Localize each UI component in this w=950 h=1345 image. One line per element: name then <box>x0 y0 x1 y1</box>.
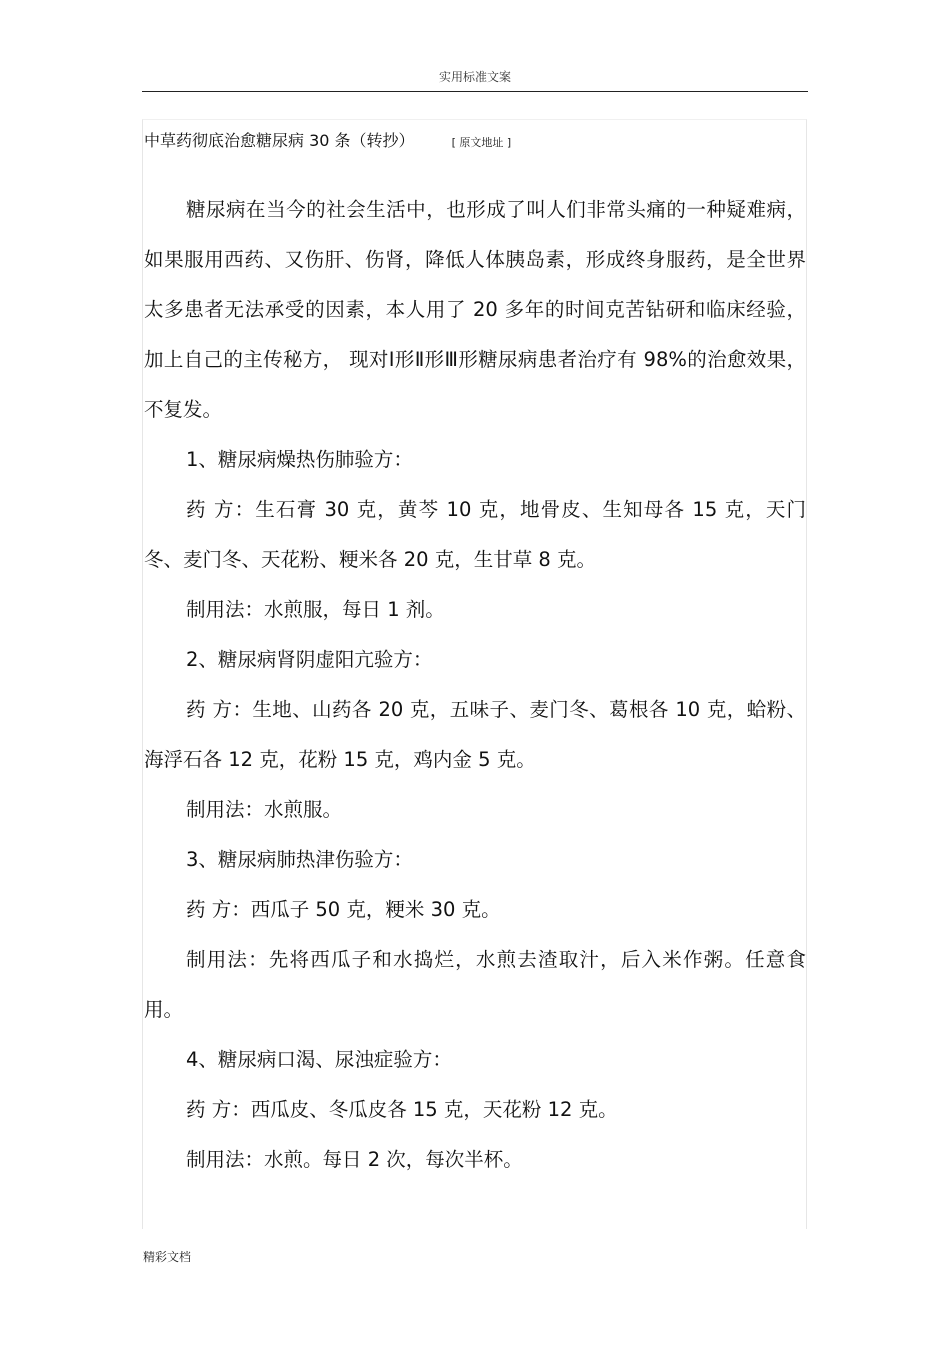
recipe-4-heading: 4、糖尿病口渴、尿浊症验方： <box>186 1048 452 1071</box>
recipe-2-heading: 2、糖尿病肾阴虚阳亢验方： <box>186 648 433 671</box>
document-body <box>144 185 806 1185</box>
recipe-1-heading: 1、糖尿病燥热伤肺验方： <box>186 448 413 471</box>
recipe-3-usage: 制用法：先将西瓜子和水捣烂，水煎去渣取汁，后入米作粥。任意食用。 <box>144 948 806 1021</box>
source-link[interactable]: [ 原文地址 ] <box>451 136 512 149</box>
recipe-3-heading: 3、糖尿病肺热津伤验方： <box>186 848 413 871</box>
header-divider <box>142 91 808 92</box>
document-title <box>144 128 511 151</box>
page-footer: 精彩文档 <box>143 1250 192 1264</box>
recipe-2-prescription: 药 方：生地、山药各 20 克，五味子、麦门冬、葛根各 10 克，蛤粉、海浮石各 12 克，花粉 15 克，鸡内金 5 克。 <box>144 698 806 771</box>
recipe-4-prescription: 药 方：西瓜皮、冬瓜皮各 15 克，天花粉 12 克。 <box>186 1098 618 1121</box>
title-text: 中草药彻底治愈糖尿病 30 条（转抄） <box>144 131 415 150</box>
page-header: 实用标准文案 <box>438 70 511 84</box>
recipe-1-prescription: 药 方：生石膏 30 克，黄芩 10 克，地骨皮、生知母各 15 克，天门冬、麦门冬、天花粉、粳米各 20 克，生甘草 8 克。 <box>144 498 806 571</box>
recipe-2-usage: 制用法：水煎服。 <box>186 798 343 821</box>
intro-paragraph: 糖尿病在当今的社会生活中，也形成了叫人们非常头痛的一种疑难病，如果服用西药、又伤肝、伤肾，降低人体胰岛素，形成终身服药，是全世界太多患者无法承受的因素，本人用了 20 多年的时间克苦钻研和临床经验， 加上自己的主传秘方， 现对Ⅰ形Ⅱ形Ⅲ形糖尿病患者治疗有 98%的治愈效果，不复发。 <box>144 198 806 421</box>
recipe-3-prescription: 药 方：西瓜子 50 克，粳米 30 克。 <box>186 898 501 921</box>
recipe-4-usage: 制用法：水煎。每日 2 次，每次半杯。 <box>186 1148 523 1171</box>
recipe-1-usage: 制用法：水煎服，每日 1 剂。 <box>186 598 445 621</box>
